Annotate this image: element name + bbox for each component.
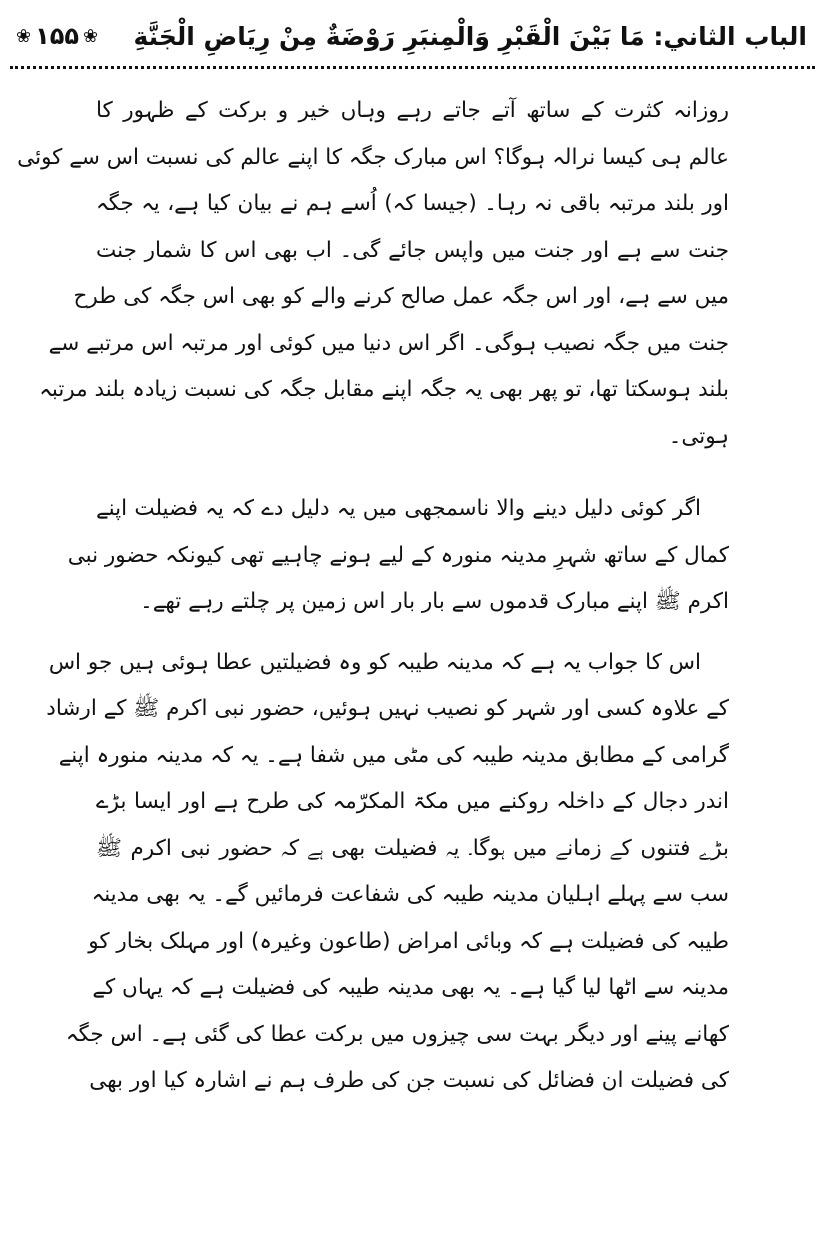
text-line: گرامی کے مطابق مدینہ طیبہ کی مٹی میں شفا ہے۔ یہ کہ مدینہ منورہ اپنے <box>58 742 729 768</box>
text-line: کے علاوہ کسی اور شہر کو نصیب نہیں ہوئیں، حضور نبی اکرم ﷺ کے ارشاد <box>46 696 729 721</box>
text-line: اگر کوئی دلیل دینے والا ناسمجھی میں یہ دلیل دے کہ یہ فضیلت اپنے <box>96 496 701 521</box>
text-line: عالم ہی کیسا نرالہ ہوگا؟ اس مبارک جگہ کا اپنے عالم کی نسبت اس سے کوئی <box>17 144 729 170</box>
text-line: مدینہ سے اٹھا لیا گیا ہے۔ یہ بھی مدینہ طیبہ کی فضیلت ہے کہ یہاں کے <box>92 975 729 1000</box>
paragraph-1 <box>17 88 729 460</box>
text-line: روزانہ کثرت کے ساتھ آتے جاتے رہے وہاں خیر و برکت کے ظہور کا <box>96 98 729 123</box>
text-line: اندر دجال کے داخلہ روکنے میں مکۃ المکرّمہ کی طرح ہے اور ایسا بڑے <box>96 789 729 814</box>
page-number: ۱۵۵ <box>35 22 80 50</box>
page-body <box>17 88 729 1105</box>
text-line: ہوتی۔ <box>668 423 729 449</box>
text-line: اکرم ﷺ اپنے مبارک قدموں سے بار بار اس زمین پر چلتے رہے تھے۔ <box>140 589 729 614</box>
text-line: جنت میں جگہ نصیب ہوگی۔ اگر اس دنیا میں کوئی اور مرتبہ اس مرتبے سے <box>48 330 729 356</box>
text-line: میں سے ہے، اور اس جگہ عمل صالح کرنے والے کو بھی اس جگہ کی طرح <box>73 284 729 309</box>
text-line: سب سے پہلے اہلیان مدینہ طیبہ کی شفاعت فرمائیں گے۔ یہ بھی مدینہ <box>91 882 729 907</box>
text-line: کمال کے ساتھ شہرِ مدینہ منورہ کے لیے ہونے چاہیے تھی کیونکہ حضور نبی <box>67 542 729 568</box>
page-number-box <box>12 22 102 50</box>
text-line: کھانے پینے اور دیگر بہت سی چیزوں میں برکت عطا کی گئی ہے۔ اس جگہ <box>65 1021 729 1047</box>
text-line: کی فضیلت ان فضائل کی نسبت جن کی طرف ہم نے اشارہ کیا اور بھی <box>89 1068 729 1093</box>
text-line: جنت سے ہے اور جنت میں واپس جائے گی۔ اب بھی اس کا شمار جنت <box>96 237 729 263</box>
paragraph-3 <box>46 640 729 1105</box>
text-line: بڑے فتنوں کے زمانے میں ہوگا۔ یہ فضیلت بھی ہے کہ حضور نبی اکرم ﷺ <box>96 835 729 861</box>
text-line: اس کا جواب یہ ہے کہ مدینہ طیبہ کو وہ فضیلتیں عطا ہوئی ہیں جو اس <box>48 649 701 675</box>
flourish-ornament-right: ❀ <box>83 25 99 47</box>
running-title: الباب الثاني: مَا بَيْنَ الْقَبْرِ وَالْمِنبَرِ رَوْضَةٌ مِنْ رِيَاضِ الْجَنَّةِ <box>133 21 807 51</box>
flourish-ornament-left: ❀ <box>16 25 32 47</box>
paragraph-2 <box>67 486 729 626</box>
text-line: بلند ہوسکتا تھا، تو پھر بھی یہ جگہ اپنے مقابل جگہ کی نسبت زیادہ بلند مرتبہ <box>39 377 729 402</box>
text-line: طیبہ کی فضیلت ہے کہ وبائی امراض (طاعون وغیرہ) اور مہلک بخار کو <box>88 928 729 954</box>
text-line: اور بلند مرتبہ باقی نہ رہا۔ (جیسا کہ) اُسے ہم نے بیان کیا ہے، یہ جگہ <box>96 191 729 216</box>
page-header <box>12 14 807 58</box>
header-divider <box>10 66 815 69</box>
